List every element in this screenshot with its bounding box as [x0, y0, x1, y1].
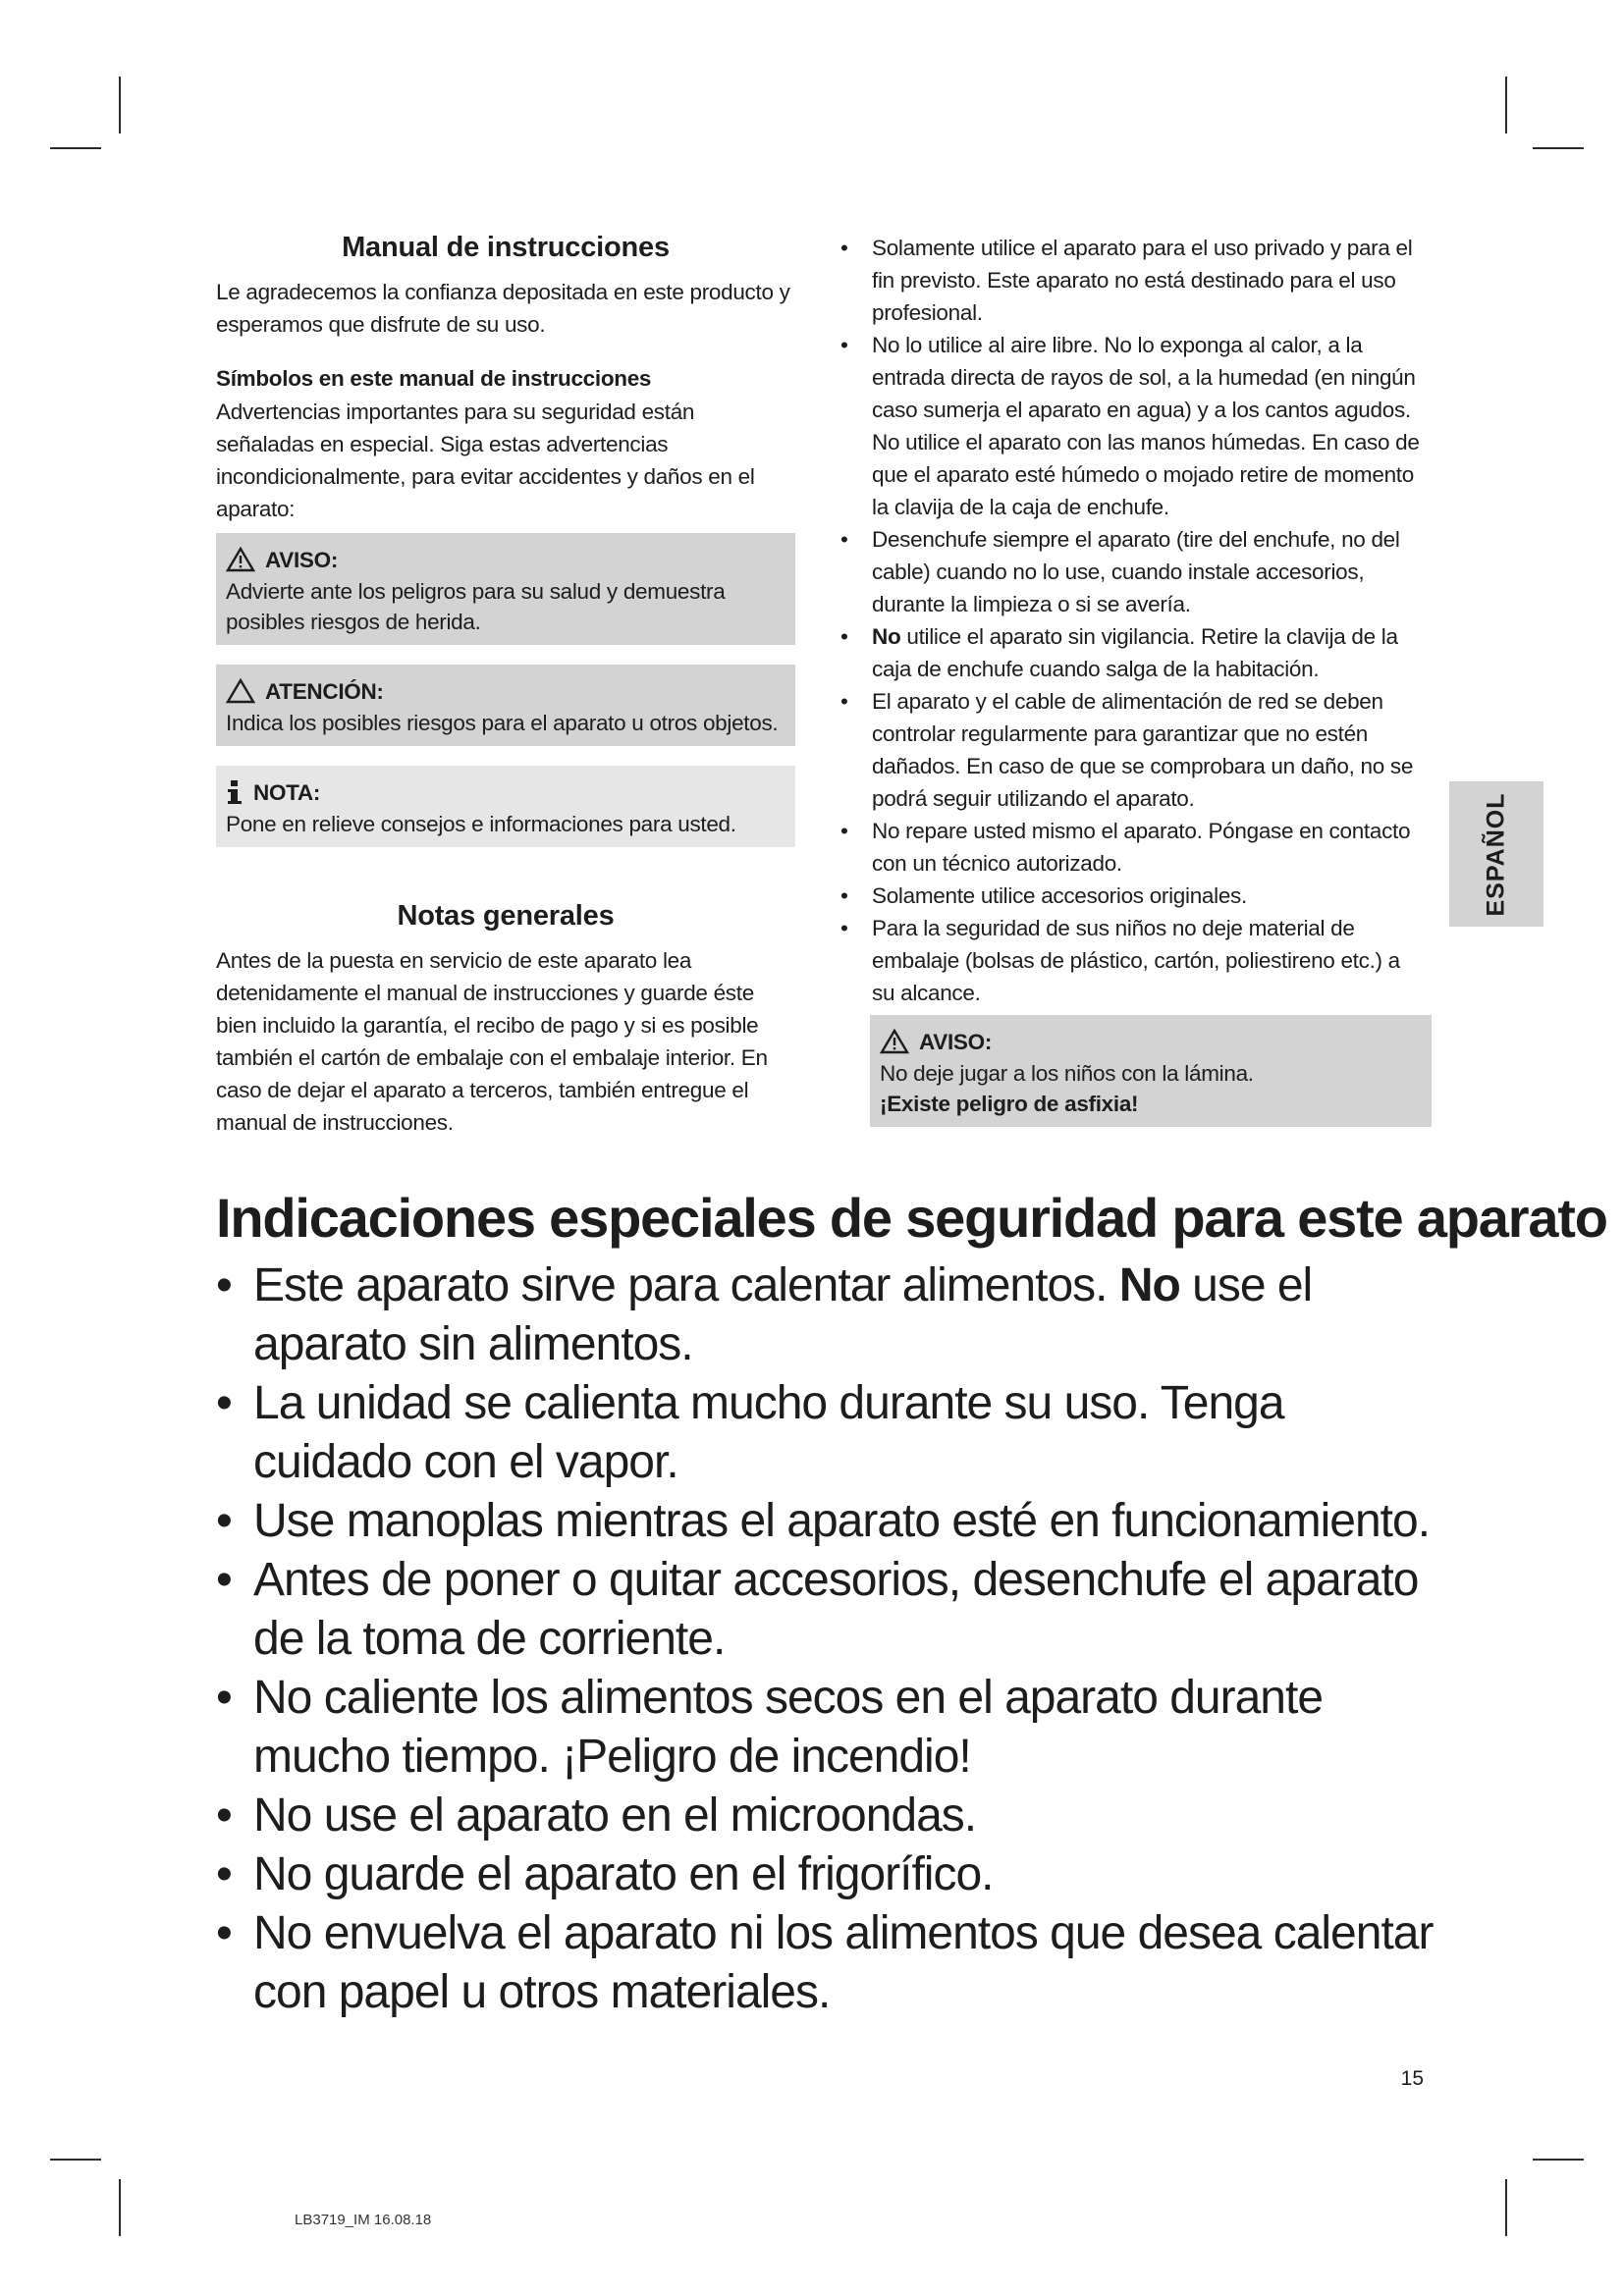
list-item: • No repare usted mismo el aparato. Póngase en contacto con un técnico autorizado.	[835, 815, 1424, 880]
manual-intro: Le agradecemos la confianza depositada en este producto y esperamos que disfrute de su uso.	[216, 280, 790, 337]
atencion-text: Indica los posibles riesgos para el aparato u otros objetos.	[226, 711, 779, 735]
aviso-label: AVISO:	[919, 1029, 993, 1054]
caution-triangle-icon	[226, 678, 255, 704]
warning-triangle-icon	[226, 547, 255, 572]
aviso-box	[216, 533, 795, 645]
warning-triangle-icon	[880, 1029, 909, 1054]
crop-mark	[119, 77, 121, 133]
symbols-text: Advertencias importantes para su seguridad están señaladas en especial. Siga estas advertencias incondicionalmente, para evitar accidentes y daños en el aparato:	[216, 400, 755, 521]
left-column	[216, 232, 795, 1139]
list-item: • No guarde el aparato en el frigorífico.	[216, 1845, 1443, 1904]
list-item: • Solamente utilice accesorios originales.	[835, 880, 1424, 912]
language-tab	[1449, 781, 1543, 927]
list-item: • El aparato y el cable de alimentación de red se deben controlar regularmente para garantizar que no estén dañados. En caso de que se comprobara un daño, no se podrá seguir utilizando el aparato.	[835, 685, 1424, 815]
nota-text: Pone en relieve consejos e informaciones para usted.	[226, 812, 736, 836]
info-icon	[226, 779, 244, 805]
crop-mark	[50, 147, 101, 149]
crop-mark	[1505, 2179, 1507, 2236]
aviso-label: AVISO:	[265, 547, 339, 572]
crop-mark	[50, 2159, 101, 2161]
list-item: • No use el aparato en el microondas.	[216, 1787, 1443, 1845]
atencion-label: ATENCIÓN:	[265, 678, 384, 704]
list-item: • La unidad se calienta mucho durante su uso. Tenga cuidado con el vapor.	[216, 1374, 1443, 1492]
crop-mark	[1505, 77, 1507, 133]
list-item: • No utilice el aparato sin vigilancia. Retire la clavija de la caja de enchufe cuando salga de la habitación.	[835, 620, 1424, 685]
list-item: • No caliente los alimentos secos en el aparato durante mucho tiempo. ¡Peligro de incendio!	[216, 1669, 1443, 1787]
symbols-title: Símbolos en este manual de instrucciones	[216, 366, 652, 391]
nota-label: NOTA:	[253, 779, 321, 805]
nota-box	[216, 766, 795, 847]
list-item: • Desenchufe siempre el aparato (tire del enchufe, no del cable) cuando no lo use, cuando instale accesorios, durante la limpieza o si se avería.	[835, 523, 1424, 620]
notas-title: Notas generales	[397, 900, 615, 932]
crop-mark	[1533, 147, 1584, 149]
aviso-text: Advierte ante los peligros para su salud y demuestra posibles riesgos de herida.	[226, 579, 726, 634]
page-number: 15	[1400, 2067, 1424, 2090]
safety-list	[835, 232, 1424, 1009]
list-item: • Para la seguridad de sus niños no deje material de embalaje (bolsas de plástico, cartón, poliestireno etc.) a su alcance.	[835, 912, 1424, 1009]
list-item: • Este aparato sirve para calentar alimentos. No use el aparato sin alimentos.	[216, 1256, 1443, 1374]
special-safety-title: Indicaciones especiales de seguridad para este aparato	[216, 1187, 1607, 1249]
right-column	[835, 232, 1424, 1127]
list-item: • No envuelva el aparato ni los alimentos que desea calentar con papel u otros materiales.	[216, 1904, 1443, 2022]
notas-text: Antes de la puesta en servicio de este aparato lea detenidamente el manual de instrucciones y guarde éste bien incluido la garantía, el recibo de pago y si es posible también el cartón de embalaje con el embalaje interior. En caso de dejar el aparato a terceros, también entregue el manual de instrucciones.	[216, 948, 768, 1135]
child-aviso-box	[870, 1015, 1432, 1127]
footer-code: LB3719_IM 16.08.18	[295, 2212, 432, 2228]
list-item: • Antes de poner o quitar accesorios, desenchufe el aparato de la toma de corriente.	[216, 1551, 1443, 1669]
list-item: • Use manoplas mientras el aparato esté en funcionamiento.	[216, 1492, 1443, 1551]
list-item: • Solamente utilice el aparato para el uso privado y para el fin previsto. Este aparato no está destinado para el uso profesional.	[835, 232, 1424, 329]
aviso-text: No deje jugar a los niños con la lámina.	[880, 1061, 1254, 1086]
atencion-box	[216, 665, 795, 746]
manual-title: Manual de instrucciones	[342, 232, 670, 263]
language-label: ESPAÑOL	[1482, 792, 1510, 916]
list-item: • No lo utilice al aire libre. No lo exponga al calor, a la entrada directa de rayos de sol, a la humedad (en ningún caso sumerja el aparato en agua) y a los cantos agudos. No utilice el aparato con las manos húmedas. En caso de que el aparato esté húmedo o mojado retire de momento la clavija de la caja de enchufe.	[835, 329, 1424, 523]
special-safety-list	[216, 1256, 1443, 2022]
crop-mark	[1533, 2159, 1584, 2161]
crop-mark	[119, 2179, 121, 2236]
aviso-bold-text: ¡Existe peligro de asfixia!	[880, 1092, 1139, 1116]
